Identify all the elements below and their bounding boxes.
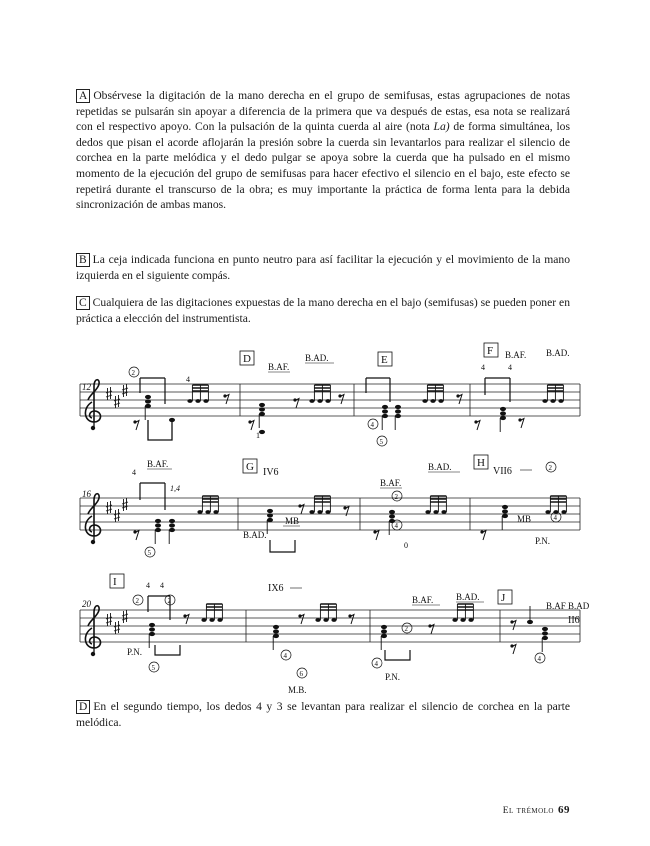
svg-text:4: 4 xyxy=(394,522,398,530)
measure-number: 12 xyxy=(82,382,91,392)
svg-text:4: 4 xyxy=(283,652,287,660)
measure-number: 16 xyxy=(82,489,91,499)
score-label: B.AF. xyxy=(505,350,527,360)
box-letter: I xyxy=(113,576,117,588)
paragraph-a-note-name: La) xyxy=(433,120,450,134)
score-label: B.AF. xyxy=(380,478,402,488)
score-label: P.N. xyxy=(127,647,143,657)
score-label: VII6 xyxy=(493,466,512,477)
svg-text:4: 4 xyxy=(146,581,150,590)
box-letter: F xyxy=(487,345,494,357)
score-label: B.AF. xyxy=(268,362,290,372)
system-2 xyxy=(80,455,580,557)
score-label: B.AD. xyxy=(546,348,570,358)
paragraph-d-letter: D xyxy=(76,700,90,714)
score-label: 1,4 xyxy=(170,484,180,493)
paragraph-d-text: En el segundo tiempo, los dedos 4 y 3 se levantan para realizar el silencio de corchea en la parte melódica. xyxy=(76,700,570,729)
score-label: MB xyxy=(285,516,300,526)
system-1 xyxy=(80,343,580,446)
paragraph-c-text: Cualquiera de las digitaciones expuestas de la mano derecha en el bajo (semifusas) se pueden poner en práctica a elección del instrumentista. xyxy=(76,296,570,325)
paragraph-a-text-1: Obsérvese la digitación de la mano derecha en el grupo de semifusas, estas agrupaciones de notas repetidas se pulsarán sin apoyar a diferencia de la primera que va después de estas, esa nota se realizará con el respectivo apoyo. Con la pulsación de la quinta cuerda al aire (nota xyxy=(76,89,570,134)
svg-text:4: 4 xyxy=(132,468,136,477)
score-label: B.AD. xyxy=(456,592,480,602)
svg-text:4: 4 xyxy=(374,660,378,668)
score-label: B.AD xyxy=(568,601,590,611)
svg-text:2: 2 xyxy=(548,464,552,472)
score-label: B.AD. xyxy=(243,530,267,540)
paragraph-a-letter: A xyxy=(76,89,90,103)
svg-text:4: 4 xyxy=(553,514,557,522)
box-letter: D xyxy=(243,353,251,365)
svg-text:5: 5 xyxy=(151,664,155,672)
score-label: B.AF. xyxy=(147,459,169,469)
svg-text:2: 2 xyxy=(404,625,408,633)
paragraph-c-letter: C xyxy=(76,296,90,310)
score-label: P.N. xyxy=(385,672,401,682)
footer-section-title: El trémolo xyxy=(502,806,554,816)
box-letter: J xyxy=(501,592,506,604)
score-label: II6 xyxy=(568,615,580,626)
box-letter: E xyxy=(381,354,388,366)
svg-text:5: 5 xyxy=(379,438,383,446)
score-label: P.N. xyxy=(535,536,551,546)
svg-text:2: 2 xyxy=(394,493,398,501)
page-footer xyxy=(503,804,570,816)
score-label: M.B. xyxy=(288,685,307,695)
svg-text:1: 1 xyxy=(256,431,260,440)
measure-number: 20 xyxy=(82,599,91,609)
svg-text:4: 4 xyxy=(186,375,190,384)
score-label: B.AD. xyxy=(305,353,329,363)
score-label: MB xyxy=(517,514,532,524)
svg-text:4: 4 xyxy=(370,421,374,429)
svg-text:4: 4 xyxy=(537,655,541,663)
svg-text:2: 2 xyxy=(167,597,171,605)
page-number: 69 xyxy=(558,804,570,816)
paragraph-a-text-2: de forma simultánea, los dedos que pisan el acorde aflojarán la presión sobre la cuerda sin levantarlos para realizar el silencio de corchea en la parte melódica y el dedo pulgar se apoya sobre la cuerda que ha pulsado en el mismo momento de la ejecución del grupo de semifusas para hacer efectivo el silencio en el bajo, este efecto se repetirá durante el transcurso de la obra; es muy importante la práctica de forma lenta para la debida sincronización de ambas manos. xyxy=(76,120,570,212)
score-label: IX6 xyxy=(268,583,284,594)
svg-text:5: 5 xyxy=(147,549,151,557)
system-3 xyxy=(80,574,590,695)
svg-text:4: 4 xyxy=(508,363,512,372)
score-label: B.AD. xyxy=(428,462,452,472)
svg-text:2: 2 xyxy=(135,597,139,605)
svg-text:4: 4 xyxy=(160,581,164,590)
score-label: IV6 xyxy=(263,467,279,478)
box-letter: H xyxy=(477,457,485,469)
svg-text:6: 6 xyxy=(299,670,303,678)
svg-text:0: 0 xyxy=(404,541,408,550)
box-letter: G xyxy=(246,461,254,473)
paragraph-b-letter: B xyxy=(76,253,90,267)
score-label: B.AF xyxy=(546,601,566,611)
score-label: B.AF. xyxy=(412,595,434,605)
svg-text:2: 2 xyxy=(131,369,135,377)
svg-text:4: 4 xyxy=(481,363,485,372)
paragraph-b-text: La ceja indicada funciona en punto neutro para así facilitar la ejecución y el movimiento de la mano izquierda en el siguiente compás. xyxy=(76,253,570,282)
